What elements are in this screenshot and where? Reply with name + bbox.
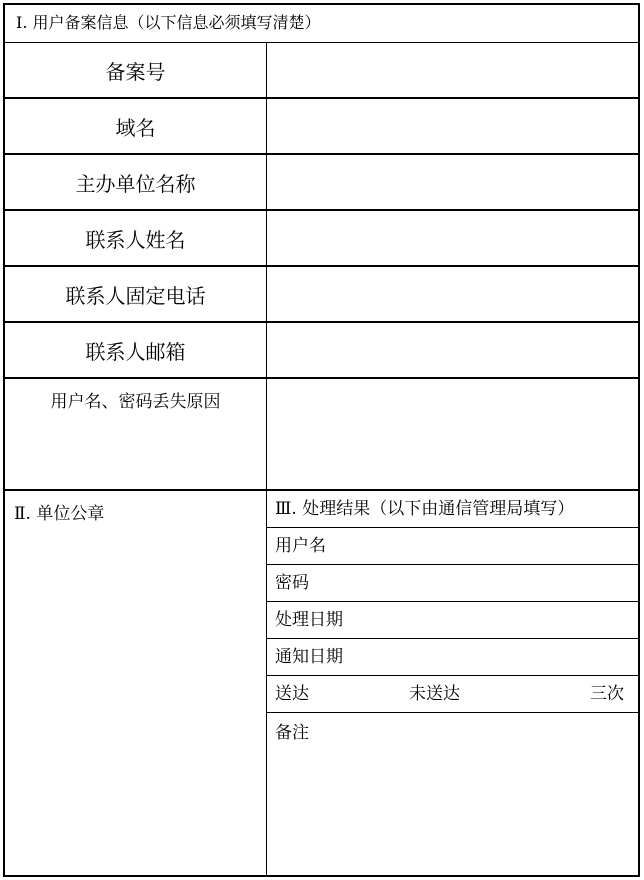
result-password-row[interactable] [267, 565, 638, 602]
result-username-label: 用户名 [275, 536, 326, 556]
field-row-contact-phone [5, 267, 638, 323]
result-notify-date-label: 通知日期 [275, 647, 343, 667]
field-row-contact-email [5, 323, 638, 379]
result-notify-date-row[interactable] [267, 639, 638, 676]
field-row-organizer [5, 155, 638, 211]
field-row-contact-name [5, 211, 638, 267]
field-row-loss-reason [5, 379, 638, 491]
field-value-organizer[interactable] [267, 155, 638, 209]
field-label-contact-name: 联系人姓名 [5, 211, 267, 265]
field-label-contact-phone: 联系人固定电话 [5, 267, 267, 321]
field-label-loss-reason: 用户名、密码丢失原因 [5, 379, 267, 489]
field-value-domain[interactable] [267, 99, 638, 153]
section3-title: Ⅲ. 处理结果（以下由通信管理局填写） [267, 491, 638, 528]
field-label-contact-email: 联系人邮箱 [5, 323, 267, 377]
field-row-record-number [5, 43, 638, 99]
field-value-record-number[interactable] [267, 43, 638, 97]
result-remarks-row[interactable] [267, 713, 638, 875]
delivered-option[interactable]: 送达 [275, 684, 309, 704]
third-time-option[interactable]: 三次 [590, 684, 624, 704]
section2-title: Ⅱ. 单位公章 [14, 504, 105, 524]
result-remarks-label: 备注 [275, 723, 309, 743]
field-value-loss-reason[interactable] [267, 379, 638, 489]
field-value-contact-name[interactable] [267, 211, 638, 265]
result-process-date-label: 处理日期 [275, 610, 343, 630]
result-username-row[interactable] [267, 528, 638, 565]
result-password-label: 密码 [275, 573, 309, 593]
processing-result-panel [267, 491, 638, 875]
field-value-contact-phone[interactable] [267, 267, 638, 321]
bottom-section [5, 491, 638, 875]
section1-title: Ⅰ. 用户备案信息（以下信息必须填写清楚） [5, 5, 638, 43]
field-row-domain [5, 99, 638, 155]
record-form [3, 3, 640, 877]
field-label-record-number: 备案号 [5, 43, 267, 97]
result-delivery-row [267, 676, 638, 713]
company-seal-area[interactable] [5, 491, 267, 875]
field-label-domain: 域名 [5, 99, 267, 153]
field-label-organizer: 主办单位名称 [5, 155, 267, 209]
not-delivered-option[interactable]: 未送达 [409, 684, 460, 704]
field-value-contact-email[interactable] [267, 323, 638, 377]
result-process-date-row[interactable] [267, 602, 638, 639]
